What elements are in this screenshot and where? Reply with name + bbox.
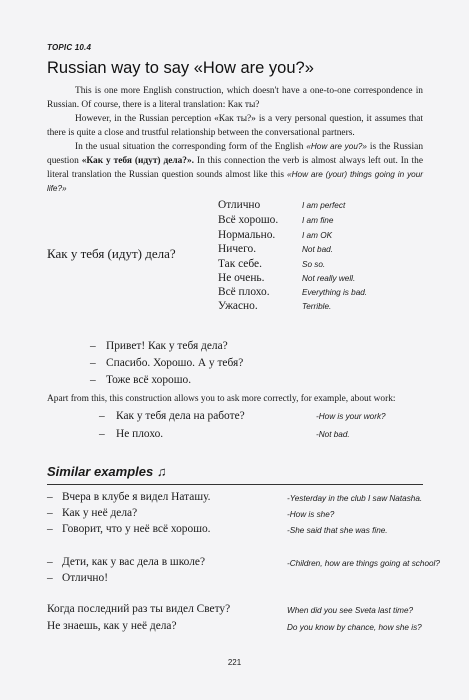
question-ru: Не знаешь, как у неё дела?: [47, 620, 177, 632]
dash: –: [47, 523, 53, 535]
answer-ru: Ничего.: [218, 243, 257, 255]
example-ru: Отлично!: [62, 572, 109, 584]
answer-ru: Так себе.: [218, 258, 262, 270]
answer-en: I am fine: [302, 216, 334, 225]
example-en: -Yesterday in the club I saw Natasha.: [287, 494, 423, 503]
english-phrase: «How are you?»: [306, 142, 367, 151]
answer-ru: Нормально.: [218, 229, 276, 241]
work-ru: Не плохо.: [116, 428, 164, 440]
answer-en: Terrible.: [302, 302, 332, 311]
answer-ru: Ужасно.: [218, 300, 258, 312]
intro-paragraph-3: In the usual situation the corresponding form of the English «How are you?» is the Russian question «Как у тебя (идут) дела?». In this connection the verb is almost always left out. In the literal translation the Russian question sounds almost like this «How are (your) things going in your life?»: [47, 142, 424, 193]
example-ru: Дети, как у вас дела в школе?: [62, 556, 205, 568]
work-ru: Как у тебя дела на работе?: [116, 410, 245, 422]
answer-en: Everything is bad.: [302, 288, 368, 297]
answer-ru: Всё хорошо.: [218, 214, 279, 226]
dash: –: [90, 340, 96, 352]
example-en: -Children, how are things going at school?: [287, 559, 440, 568]
intro-paragraph-2: However, in the Russian perception «Как ты?» is a very personal question, it assumes that there is quite a close and trustful relationship between the conversational partners.: [47, 114, 423, 138]
question-phrase: Как у тебя (идут) дела?: [47, 246, 176, 261]
dash: –: [90, 374, 96, 386]
answer-ru: Отлично: [218, 199, 261, 211]
dash: –: [47, 556, 53, 568]
work-en: -Not bad.: [316, 430, 350, 439]
intro-paragraph-1: This is one more English construction, which doesn't have a one-to-one correspondence in Russian. Of course, there is a literal translation: Как ты?: [47, 86, 423, 110]
example-en: -How is she?: [287, 510, 335, 519]
answer-en: So so.: [302, 260, 326, 269]
section-divider: [47, 484, 423, 485]
example-en: -She said that she was fine.: [287, 526, 388, 535]
answer-en: I am OK: [302, 231, 333, 240]
answer-en: Not really well.: [302, 274, 356, 283]
apart-paragraph: Apart from this, this construction allows you to ask more correctly, for example, about work:: [47, 394, 396, 404]
dialog-line: Привет! Как у тебя дела?: [106, 340, 228, 352]
answer-en: I am perfect: [302, 201, 346, 210]
example-ru: Говорит, что у неё всё хорошо.: [62, 523, 211, 535]
example-ru: Как у неё дела?: [62, 507, 138, 519]
topic-label: TOPIC 10.4: [47, 43, 92, 52]
dash: –: [99, 428, 105, 440]
dash: –: [47, 507, 53, 519]
answer-ru: Не очень.: [218, 272, 265, 284]
answer-ru: Всё плохо.: [218, 286, 270, 298]
question-ru: Когда последний раз ты видел Свету?: [47, 603, 231, 615]
example-ru: Вчера в клубе я видел Наташу.: [62, 491, 211, 503]
dialog-line: Тоже всё хорошо.: [106, 374, 192, 386]
work-en: -How is your work?: [316, 412, 386, 421]
question-en: Do you know by chance, how she is?: [287, 623, 422, 632]
dash: –: [47, 572, 53, 584]
dash: –: [47, 491, 53, 503]
answer-en: Not bad.: [302, 245, 333, 254]
page-title: Russian way to say «How are you?»: [47, 59, 314, 77]
dash: –: [90, 357, 96, 369]
question-en: When did you see Sveta last time?: [287, 606, 414, 615]
english-literal: «How are (your) things going in your life?»: [47, 170, 423, 193]
dialog-line: Спасибо. Хорошо. А у тебя?: [106, 357, 244, 369]
similar-examples-heading: Similar examples ♫: [47, 464, 167, 479]
russian-phrase: «Как у тебя (идут) дела?».: [81, 156, 195, 166]
page-number: 221: [227, 658, 242, 667]
dash: –: [99, 410, 105, 422]
